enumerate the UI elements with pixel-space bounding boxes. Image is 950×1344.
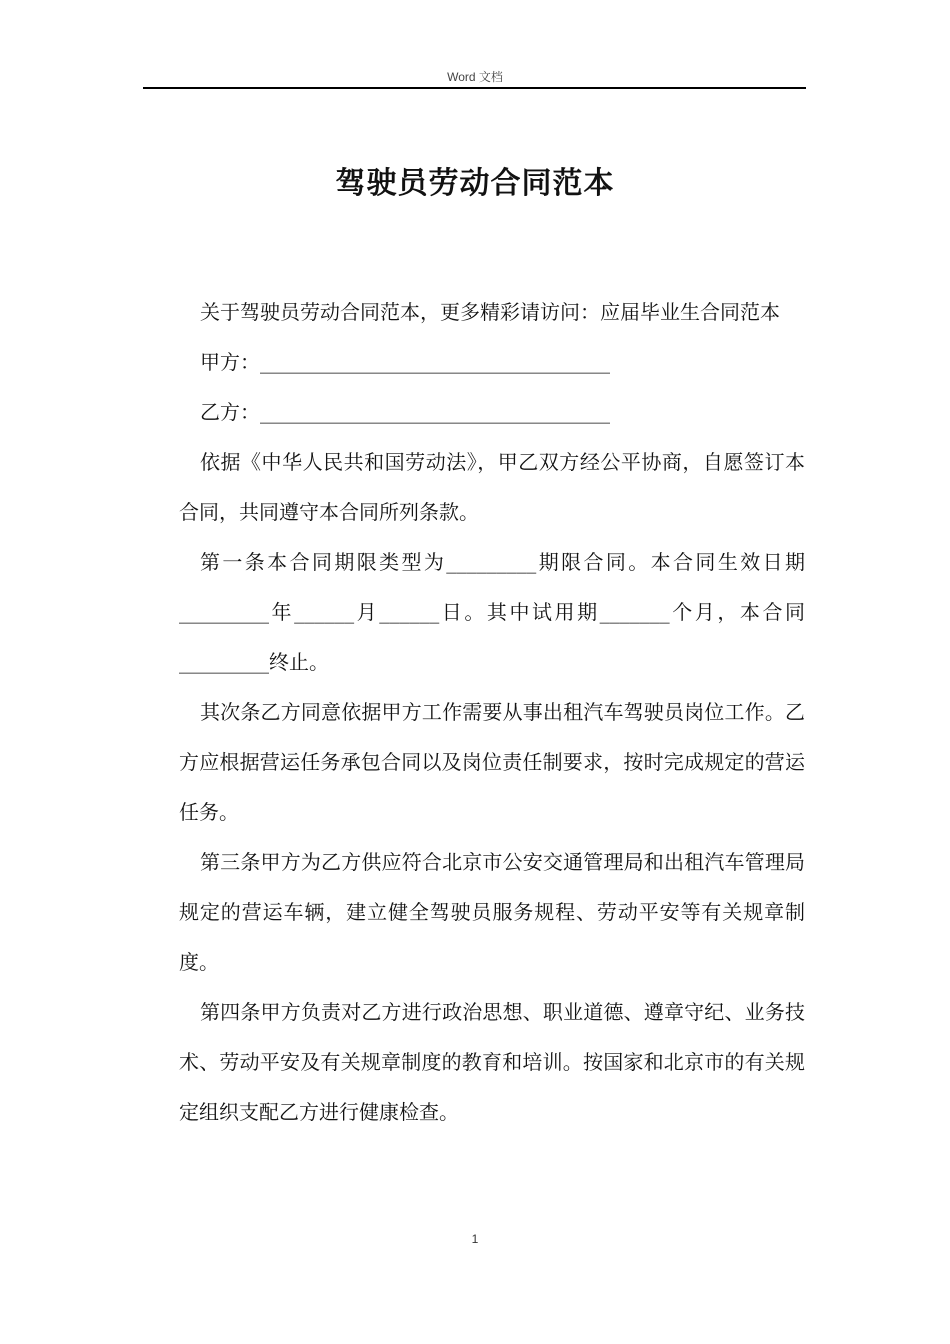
article-1-paragraph: 第一条本合同期限类型为_________期限合同。本合同生效日期_________年______月______日。其中试用期_______个月，本合同_________终止。: [179, 550, 805, 674]
intro-paragraph: 关于驾驶员劳动合同范本，更多精彩请访问：应届毕业生合同范本: [200, 300, 780, 324]
page-number: 1: [471, 1232, 479, 1246]
article-3-paragraph: 第三条甲方为乙方供应符合北京市公安交通管理局和出租汽车管理局规定的营运车辆，建立健全驾驶员服务规程、劳动平安等有关规章制度。: [179, 850, 805, 974]
document-title: 驾驶员劳动合同范本: [335, 166, 615, 201]
header-divider: [143, 87, 806, 89]
article-2-paragraph: 其次条乙方同意依据甲方工作需要从事出租汽车驾驶员岗位工作。乙方应根据营运任务承包合同以及岗位责任制要求，按时完成规定的营运任务。: [179, 700, 805, 824]
party-a-line: 甲方：___________________________________: [200, 350, 610, 374]
article-4-paragraph: 第四条甲方负责对乙方进行政治思想、职业道德、遵章守纪、业务技术、劳动平安及有关规章制度的教育和培训。按国家和北京市的有关规定组织支配乙方进行健康检查。: [179, 1000, 805, 1124]
preamble-paragraph: 依据《中华人民共和国劳动法》，甲乙双方经公平协商，自愿签订本合同，共同遵守本合同所列条款。: [179, 450, 805, 524]
party-b-line: 乙方：___________________________________: [200, 400, 610, 424]
header-label: Word 文档: [447, 70, 503, 84]
document-body: [179, 287, 805, 1137]
